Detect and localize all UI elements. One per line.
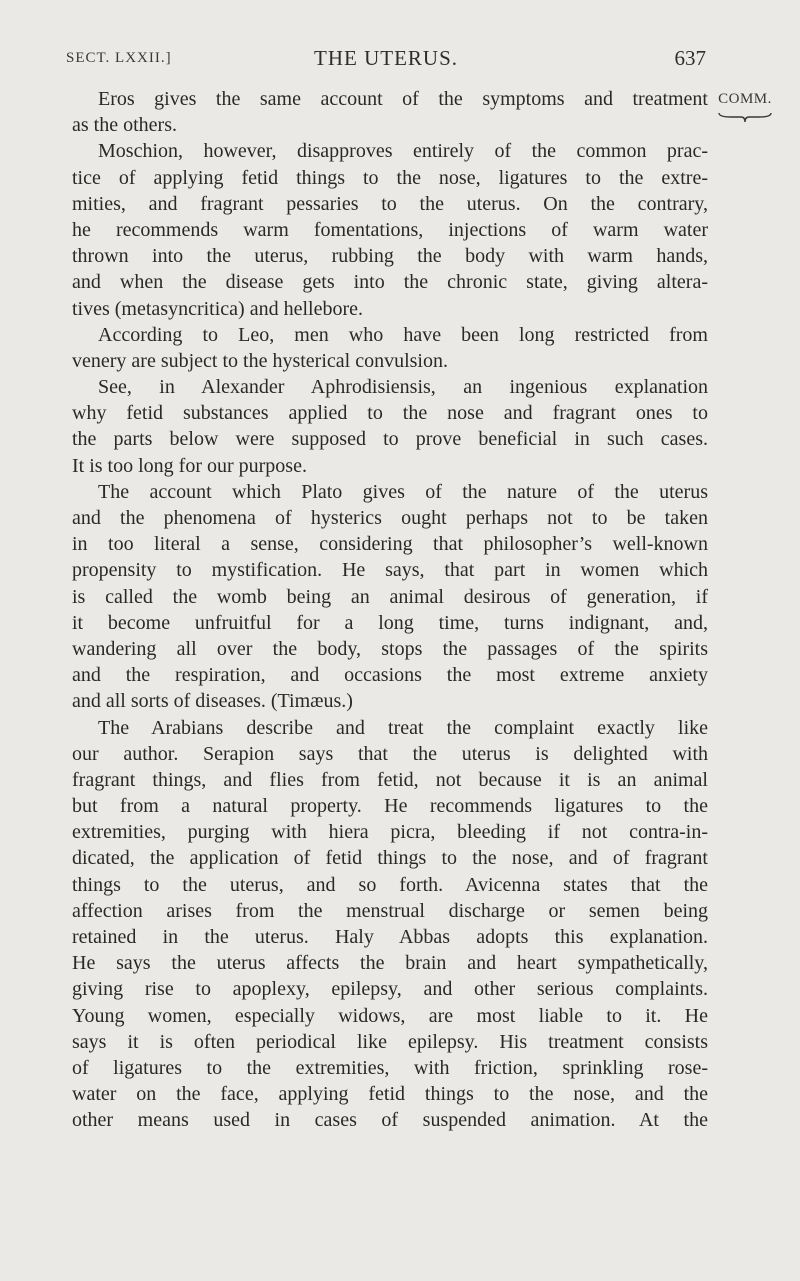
text-line: giving rise to apoplexy, epilepsy, and other serious complaints. <box>72 978 708 1001</box>
text-line: and all sorts of diseases. (Timæus.) <box>72 690 353 713</box>
brace-icon <box>717 111 773 123</box>
page-title: THE UTERUS. <box>314 46 458 70</box>
text-line: he recommends warm fomentations, injections of warm water <box>72 218 708 241</box>
text-line: mities, and fragrant pessaries to the uterus. On the contrary, <box>72 192 708 215</box>
text-line: why fetid substances applied to the nose and fragrant ones to <box>72 402 708 425</box>
text-line: is called the womb being an animal desirous of generation, if <box>72 585 708 608</box>
text-line: but from a natural property. He recommends ligatures to the <box>72 795 708 818</box>
text-line: thrown into the uterus, rubbing the body with warm hands, <box>72 245 708 268</box>
text-line: The Arabians describe and treat the complaint exactly like <box>98 716 708 739</box>
text-line: According to Leo, men who have been long restricted from <box>98 323 708 346</box>
text-line: It is too long for our purpose. <box>72 454 307 477</box>
text-line: See, in Alexander Aphrodisiensis, an ingenious explanation <box>98 376 708 399</box>
text-line: of ligatures to the extremities, with friction, sprinkling rose- <box>72 1056 708 1079</box>
running-header <box>66 46 706 72</box>
text-line: other means used in cases of suspended animation. At the <box>72 1109 708 1132</box>
body-text <box>72 86 708 1134</box>
text-line: He says the uterus affects the brain and heart sympathetically, <box>72 952 708 975</box>
text-line: The account which Plato gives of the nature of the uterus <box>98 480 708 503</box>
margin-note <box>715 91 775 123</box>
text-line: extremities, purging with hiera picra, bleeding if not contra-in- <box>72 821 708 844</box>
text-line: Eros gives the same account of the symptoms and treatment <box>98 88 708 110</box>
text-line: Moschion, however, disapproves entirely of the common prac- <box>98 140 708 163</box>
text-line: affection arises from the menstrual discharge or semen being <box>72 899 708 922</box>
text-line: our author. Serapion says that the uterus is delighted with <box>72 742 708 765</box>
text-line: the parts below were supposed to prove beneficial in such cases. <box>72 428 708 451</box>
text-line: propensity to mystification. He says, that part in women which <box>72 559 708 582</box>
text-line: things to the uterus, and so forth. Avicenna states that the <box>72 873 708 896</box>
text-line: in too literal a sense, considering that philosopher’s well-known <box>72 533 708 556</box>
text-line: fragrant things, and flies from fetid, not because it is an animal <box>72 768 708 791</box>
text-line: retained in the uterus. Haly Abbas adopts this explanation. <box>72 926 708 948</box>
section-label: SECT. LXXII.] <box>66 50 172 66</box>
text-line: it become unfruitful for a long time, turns indignant, and, <box>72 611 708 634</box>
text-line: says it is often periodical like epilepsy. His treatment consists <box>72 1030 708 1053</box>
text-line: as the others. <box>72 114 177 137</box>
text-line: tives (metasyncritica) and hellebore. <box>72 297 363 320</box>
page-number: 637 <box>674 46 706 70</box>
text-line: water on the face, applying fetid things to the nose, and the <box>72 1083 708 1106</box>
text-line: tice of applying fetid things to the nose, ligatures to the extre- <box>72 166 708 189</box>
text-line: and the phenomena of hysterics ought perhaps not to be taken <box>72 507 708 529</box>
text-line: wandering all over the body, stops the passages of the spirits <box>72 637 708 660</box>
text-line: dicated, the application of fetid things to the nose, and of fragrant <box>72 847 708 870</box>
text-line: Young women, especially widows, are most liable to it. He <box>72 1004 708 1027</box>
text-line: venery are subject to the hysterical convulsion. <box>72 349 448 372</box>
margin-note-label: COMM. <box>718 91 772 107</box>
text-line: and the respiration, and occasions the most extreme anxiety <box>72 664 708 687</box>
text-line: and when the disease gets into the chronic state, giving altera- <box>72 271 708 294</box>
